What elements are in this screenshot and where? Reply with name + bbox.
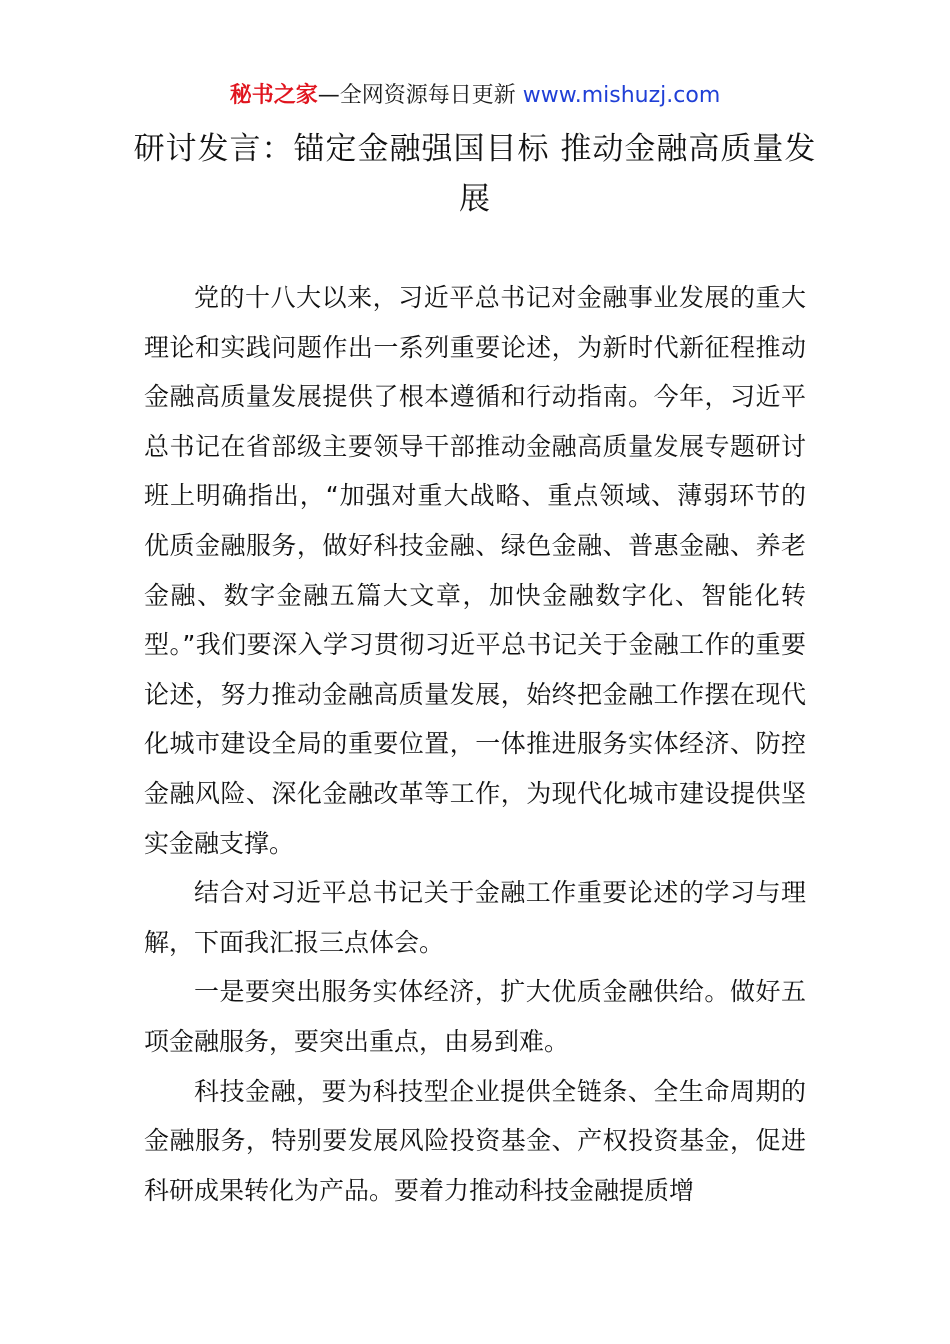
site-tagline: —全网资源每日更新 xyxy=(317,83,516,108)
paragraph: 结合对习近平总书记关于金融工作重要论述的学习与理解，下面我汇报三点体会。 xyxy=(144,878,806,957)
site-header xyxy=(0,80,950,112)
document-title: 研讨发言：锚定金融强国目标 推动金融高质量发展 xyxy=(133,131,817,217)
brand-name: 秘书之家 xyxy=(229,83,318,108)
document-body xyxy=(144,273,806,1215)
site-url-link[interactable]: www.mishuzj.com xyxy=(522,83,721,108)
paragraph: 科技金融，要为科技型企业提供全链条、全生命周期的金融服务，特别要发展风险投资基金、产权投资基金，促进科研成果转化为产品。要着力推动科技金融提质增 xyxy=(144,1076,806,1205)
paragraph: 党的十八大以来，习近平总书记对金融事业发展的重大理论和实践问题作出一系列重要论述，为新时代新征程推动金融高质量发展提供了根本遵循和行动指南。今年，习近平总书记在省部级主要领导干部推动金融高质量发展专题研讨班上明确指出，“加强对重大战略、重点领域、薄弱环节的优质金融服务，做好科技金融、绿色金融、普惠金融、养老金融、数字金融五篇大文章，加快金融数字化、智能化转型。”我们要深入学习贯彻习近平总书记关于金融工作的重要论述，努力推动金融高质量发展，始终把金融工作摆在现代化城市建设全局的重要位置，一体推进服务实体经济、防控金融风险、深化金融改革等工作，为现代化城市建设提供坚实金融支撑。 xyxy=(144,283,806,858)
paragraph: 一是要突出服务实体经济，扩大优质金融供给。做好五项金融服务，要突出重点，由易到难。 xyxy=(144,977,806,1056)
